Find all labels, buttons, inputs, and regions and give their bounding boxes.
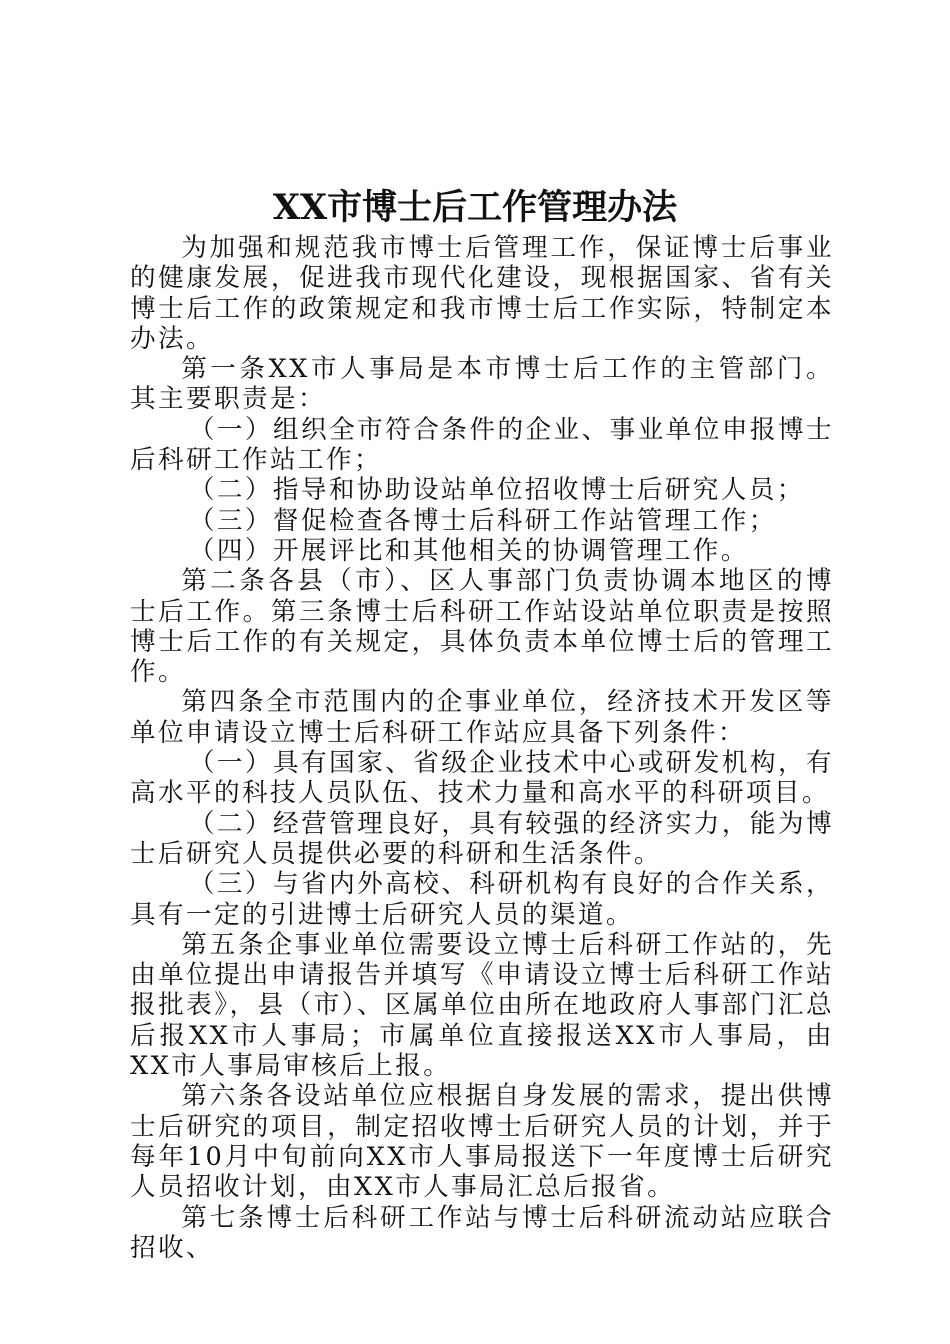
list-item-paragraph: （四）开展评比和其他相关的协调管理工作。 bbox=[188, 535, 749, 566]
body-paragraph: 第一条XX市人事局是本市博士后工作的主管部门。其主要职责是： bbox=[130, 354, 834, 415]
list-item-paragraph: （一）组织全市符合条件的企业、事业单位申报博士后科研工作站工作； bbox=[130, 414, 834, 476]
body-paragraph: 第四条全市范围内的企事业单位，经济技术开发区等单位申请设立博士后科研工作站应具备下列条件： bbox=[130, 687, 834, 748]
document-body bbox=[130, 233, 834, 1263]
body-paragraph: 第五条企事业单位需要设立博士后科研工作站的，先由单位提出申请报告并填写《申请设立博士后科研工作站报批表》，县（市）、区属单位由所在地政府人事部门汇总后报XX市人事局；市属单位直接报送XX市人事局，由XX市人事局审核后上报。 bbox=[130, 929, 834, 1082]
list-item-paragraph: （一）具有国家、省级企业技术中心或研发机构，有高水平的科技人员队伍、技术力量和高水平的科研项目。 bbox=[130, 748, 834, 809]
body-paragraph: 第六条各设站单位应根据自身发展的需求，提出供博士后研究的项目，制定招收博士后研究人员的计划，并于每年10月中旬前向XX市人事局报送下一年度博士后研究人员招收计划，由XX市人事局汇总后报省。 bbox=[130, 1081, 834, 1203]
document-title: XX市博士后工作管理办法 bbox=[272, 187, 678, 228]
list-item-paragraph: （三）与省内外高校、科研机构有良好的合作关系，具有一定的引进博士后研究人员的渠道。 bbox=[130, 869, 834, 930]
list-item-paragraph: （三）督促检查各博士后科研工作站管理工作； bbox=[188, 505, 777, 536]
body-paragraph: 第二条各县（市）、区人事部门负责协调本地区的博士后工作。第三条博士后科研工作站设站单位职责是按照博士后工作的有关规定，具体负责本单位博士后的管理工作。 bbox=[130, 566, 834, 688]
body-paragraph: 为加强和规范我市博士后管理工作，保证博士后事业的健康发展，促进我市现代化建设，现根据国家、省有关博士后工作的政策规定和我市博士后工作实际，特制定本办法。 bbox=[130, 233, 834, 354]
list-item-paragraph: （二）指导和协助设站单位招收博士后研究人员； bbox=[188, 475, 805, 506]
body-paragraph: 第七条博士后科研工作站与博士后科研流动站应联合招收、 bbox=[130, 1202, 834, 1263]
list-item-paragraph: （二）经营管理良好，具有较强的经济实力，能为博士后研究人员提供必要的科研和生活条件。 bbox=[130, 808, 834, 869]
